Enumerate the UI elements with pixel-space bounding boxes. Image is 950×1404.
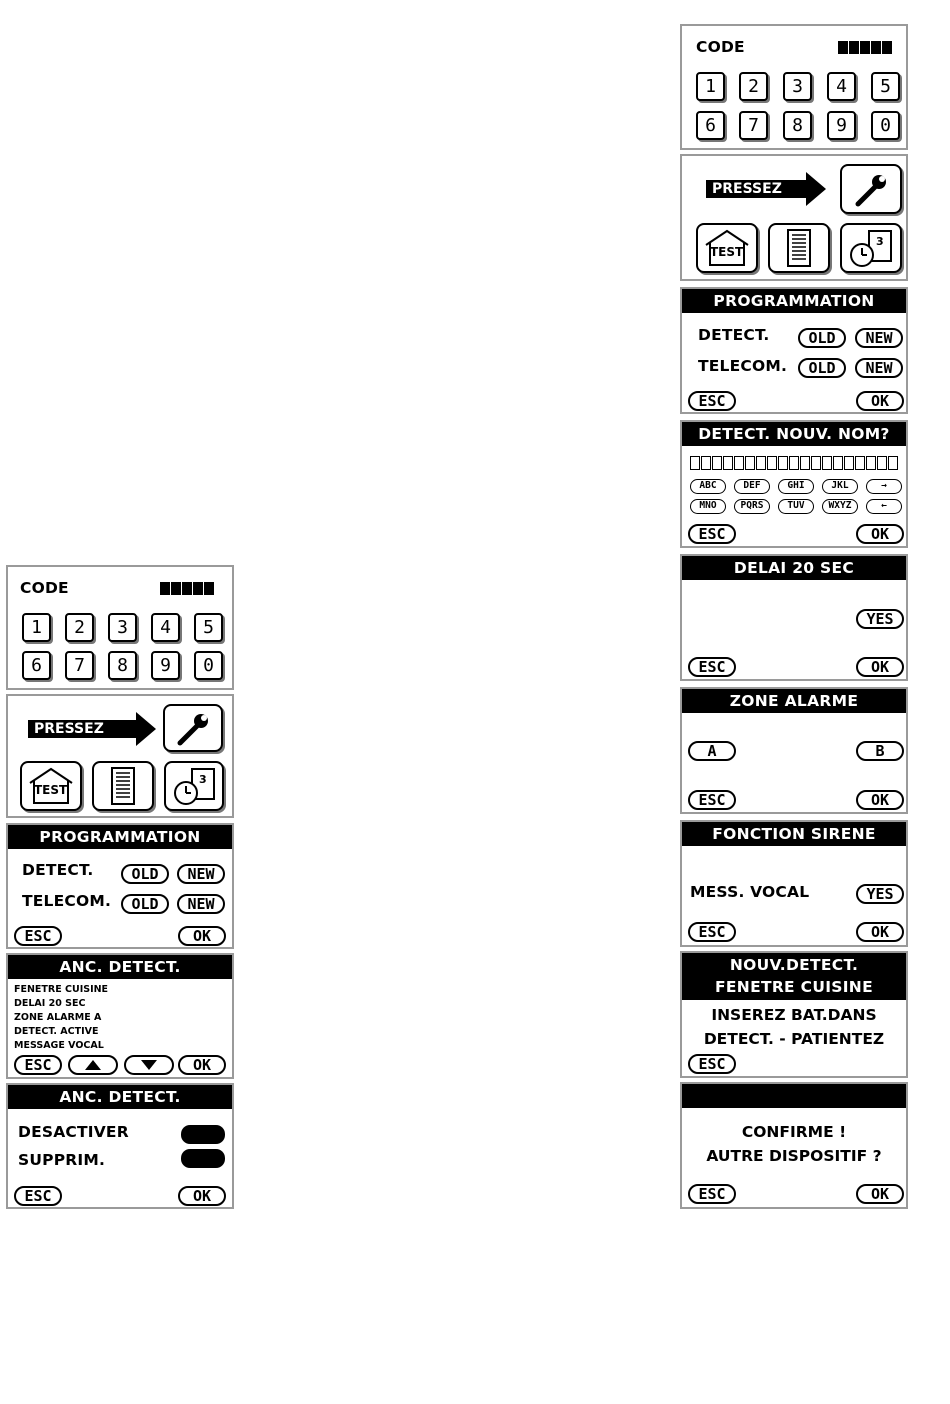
wrench-icon [842,166,900,212]
press-arrow-label: PRESSEZ [28,720,138,738]
nouv-detect-title [682,953,906,1000]
nouv-detect-body [682,1003,906,1051]
esc-button[interactable]: ESC [688,1184,736,1204]
press-arrow [706,172,836,206]
esc-button[interactable]: ESC [14,1186,62,1206]
ok-button[interactable]: OK [856,524,904,544]
press-arrow-label: PRESSEZ [706,180,808,198]
list-item: MESSAGE VOCAL [14,1040,104,1051]
list-icon [770,225,828,271]
key-pqrs[interactable]: PQRS [734,499,770,514]
key-5[interactable]: 5 [194,613,223,642]
key-mno[interactable]: MNO [690,499,726,514]
key-ghi[interactable]: GHI [778,479,814,494]
right-programmation-panel [680,287,908,414]
ok-button[interactable]: OK [856,657,904,677]
code-label: CODE [696,38,745,56]
esc-button[interactable]: ESC [688,657,736,677]
key-5[interactable]: 5 [871,72,900,101]
supprim-label: SUPPRIM. [18,1151,106,1169]
right-fonction-sirene-panel [680,820,908,947]
list-item: DETECT. ACTIVE [14,1026,99,1037]
key-9[interactable]: 9 [827,111,856,140]
telecom-label: TELECOM. [698,357,788,375]
desactiver-toggle[interactable] [183,1127,223,1142]
key-1[interactable]: 1 [696,72,725,101]
clock-calendar-icon [166,763,222,809]
delai-title: DELAI 20 SEC [682,556,906,580]
right-confirme-panel [680,1082,908,1209]
telecom-new-button[interactable]: NEW [855,358,903,378]
scroll-down-button[interactable] [124,1055,174,1075]
left-code-panel [6,565,234,690]
right-zone-alarme-panel [680,687,908,814]
test-label: TEST [34,783,68,797]
key-3[interactable]: 3 [783,72,812,101]
detect-label: DETECT. [22,861,94,879]
detect-new-button[interactable]: NEW [177,864,225,884]
list-item: DELAI 20 SEC [14,998,86,1009]
triangle-down-icon [141,1060,157,1070]
esc-button[interactable]: ESC [14,1055,62,1075]
nouv-detect-body-line1: INSEREZ BAT.DANS [711,1006,877,1024]
esc-button[interactable]: ESC [688,922,736,942]
esc-button[interactable]: ESC [688,1054,736,1074]
key-tuv[interactable]: TUV [778,499,814,514]
name-entry-field[interactable] [690,456,899,470]
key-2[interactable]: 2 [739,72,768,101]
key-wxyz[interactable]: WXYZ [822,499,858,514]
ok-button[interactable]: OK [856,922,904,942]
test-label: TEST [710,245,744,259]
right-press-panel [680,154,908,281]
telecom-old-button[interactable]: OLD [121,894,169,914]
test-button[interactable] [696,223,758,273]
ok-button[interactable]: OK [178,926,226,946]
key-6[interactable]: 6 [22,651,51,680]
esc-button[interactable]: ESC [688,391,736,411]
wrench-button[interactable] [840,164,902,214]
press-arrow [28,712,158,746]
esc-button[interactable]: ESC [14,926,62,946]
cursor-right-button[interactable]: → [866,479,902,494]
key-8[interactable]: 8 [108,651,137,680]
nouv-detect-title-line1: NOUV.DETECT. [729,956,859,974]
key-0[interactable]: 0 [871,111,900,140]
fonction-sirene-title: FONCTION SIRENE [682,822,906,846]
key-1[interactable]: 1 [22,613,51,642]
clock-button[interactable] [164,761,224,811]
code-entry-indicator [838,41,893,54]
detect-old-button[interactable]: OLD [798,328,846,348]
confirme-body [682,1120,906,1168]
key-3[interactable]: 3 [108,613,137,642]
key-def[interactable]: DEF [734,479,770,494]
yes-button[interactable]: YES [856,609,904,629]
yes-button[interactable]: YES [856,884,904,904]
clock-calendar-icon [842,225,900,271]
triangle-up-icon [85,1060,101,1070]
zone-b-button[interactable]: B [856,741,904,761]
confirme-line1: CONFIRME ! [741,1123,847,1141]
test-button[interactable] [20,761,82,811]
wrench-icon [165,706,221,750]
nouv-detect-title-line2: FENETRE CUISINE [715,978,873,996]
log-button[interactable] [92,761,154,811]
key-4[interactable]: 4 [151,613,180,642]
confirme-line2: AUTRE DISPOSITIF ? [706,1147,882,1165]
cursor-left-button[interactable]: ← [866,499,902,514]
supprim-toggle[interactable] [183,1151,223,1166]
key-9[interactable]: 9 [151,651,180,680]
nouv-detect-body-line2: DETECT. - PATIENTEZ [703,1030,885,1048]
detect-nouv-nom-title: DETECT. NOUV. NOM? [682,422,906,446]
esc-button[interactable]: ESC [688,790,736,810]
left-anc-detect-options-panel [6,1083,234,1209]
scroll-up-button[interactable] [68,1055,118,1075]
code-label: CODE [20,579,69,597]
right-detect-nouv-nom-panel [680,420,908,548]
telecom-old-button[interactable]: OLD [798,358,846,378]
detect-label: DETECT. [698,326,770,344]
telecom-label: TELECOM. [22,892,112,910]
right-nouv-detect-panel [680,951,908,1078]
ok-button[interactable]: OK [856,1184,904,1204]
anc-detect-list-title: ANC. DETECT. [8,955,232,979]
anc-detect-options-title: ANC. DETECT. [8,1085,232,1109]
detect-old-button[interactable]: OLD [121,864,169,884]
programmation-title: PROGRAMMATION [682,289,906,313]
code-entry-indicator [160,582,215,595]
ok-button[interactable]: OK [178,1186,226,1206]
left-anc-detect-list-panel [6,953,234,1079]
key-6[interactable]: 6 [696,111,725,140]
left-press-panel [6,694,234,818]
key-jkl[interactable]: JKL [822,479,858,494]
desactiver-label: DESACTIVER [18,1123,129,1141]
esc-button[interactable]: ESC [688,524,736,544]
wrench-button[interactable] [163,704,223,752]
key-0[interactable]: 0 [194,651,223,680]
programmation-title: PROGRAMMATION [8,825,232,849]
key-7[interactable]: 7 [65,651,94,680]
svg-text:3: 3 [199,773,207,786]
mess-vocal-label: MESS. VOCAL [690,883,810,901]
key-8[interactable]: 8 [783,111,812,140]
svg-text:3: 3 [876,235,884,248]
list-item: ZONE ALARME A [14,1012,102,1023]
ok-button[interactable]: OK [856,391,904,411]
left-programmation-panel [6,823,234,949]
ok-button[interactable]: OK [178,1055,226,1075]
detect-new-button[interactable]: NEW [855,328,903,348]
right-code-panel [680,24,908,150]
key-abc[interactable]: ABC [690,479,726,494]
list-icon [94,763,152,809]
list-item: FENETRE CUISINE [14,984,109,995]
key-7[interactable]: 7 [739,111,768,140]
telecom-new-button[interactable]: NEW [177,894,225,914]
ok-button[interactable]: OK [856,790,904,810]
clock-button[interactable] [840,223,902,273]
right-delai-panel [680,554,908,681]
arrow-head-icon [136,712,156,746]
zone-alarme-title: ZONE ALARME [682,689,906,713]
log-button[interactable] [768,223,830,273]
key-4[interactable]: 4 [827,72,856,101]
arrow-head-icon [806,172,826,206]
key-2[interactable]: 2 [65,613,94,642]
zone-a-button[interactable]: A [688,741,736,761]
detector-info-list [14,983,108,1053]
confirme-header-bar [682,1084,906,1108]
